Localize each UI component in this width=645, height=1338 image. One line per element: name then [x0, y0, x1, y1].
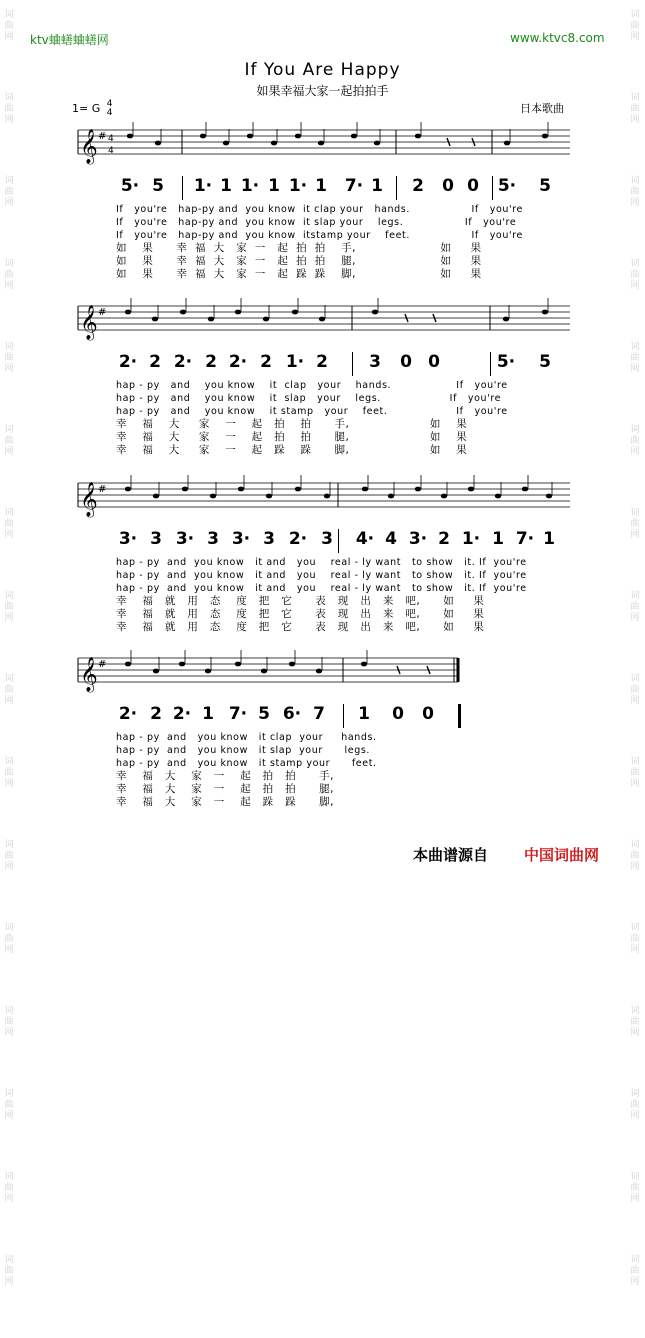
watermark-gap: [2, 209, 16, 231]
watermark-char: 词: [4, 923, 14, 933]
jianpu-note: 4: [385, 529, 397, 549]
watermark-gap: [628, 292, 642, 314]
jianpu-note: 5: [539, 176, 551, 196]
song-origin: 日本歌曲: [520, 102, 564, 115]
lyric-line-english: hap - py and you know it and you real - ly want to show it. If you're: [116, 557, 527, 568]
watermark-char: 词: [4, 840, 14, 850]
jianpu-note: 0: [428, 352, 440, 372]
jianpu-note: 1: [358, 704, 370, 724]
watermark-char: 网: [4, 779, 14, 789]
watermark-char: 词: [630, 176, 640, 186]
watermark-char: 曲: [4, 104, 14, 114]
watermark-char: 网: [4, 198, 14, 208]
jianpu-note: 0: [422, 704, 434, 724]
svg-text:#: #: [98, 484, 107, 495]
lyric-line-chinese: 幸 福 就 用 态 度 把 它 表 现 出 来 吧, 如 果: [116, 621, 485, 633]
watermark-char: 曲: [4, 187, 14, 197]
watermark-char: 网: [630, 364, 640, 374]
watermark-char: 网: [630, 945, 640, 955]
watermark-char: 网: [630, 1111, 640, 1121]
jianpu-note: 3: [263, 529, 275, 549]
watermark-char: 网: [630, 1277, 640, 1287]
watermark-char: 词: [630, 93, 640, 103]
watermark-char: 曲: [4, 1017, 14, 1027]
watermark-gap: [2, 541, 16, 563]
watermark-char: 曲: [630, 270, 640, 280]
jianpu-note: 7: [313, 704, 325, 724]
lyric-line-chinese: 幸 福 大 家 一 起 拍 拍 手, 如 果: [116, 418, 468, 430]
watermark-char: 曲: [4, 602, 14, 612]
watermark-char: 曲: [630, 436, 640, 446]
watermark-gap: [2, 707, 16, 729]
watermark-char: 曲: [4, 21, 14, 31]
watermark-char: 网: [4, 696, 14, 706]
watermark-char: 网: [4, 862, 14, 872]
watermark-char: 词: [4, 176, 14, 186]
jianpu-note: 3·: [408, 529, 428, 549]
watermark-char: 曲: [4, 353, 14, 363]
jianpu-note: 5·: [496, 352, 516, 372]
staff-system: [78, 298, 570, 338]
jianpu-note: 2: [316, 352, 328, 372]
jianpu-note: 2·: [172, 704, 192, 724]
jianpu-barline: [182, 176, 183, 200]
watermark-char: 网: [630, 115, 640, 125]
watermark-char: 词: [630, 10, 640, 20]
watermark-char: 网: [4, 32, 14, 42]
watermark-gap: [628, 1205, 642, 1227]
lyric-line-english: hap - py and you know it stamp your feet.: [116, 758, 377, 769]
lyric-line-chinese: 如 果 幸 福 大 家 一 起 拍 拍 腿, 如 果: [116, 255, 482, 267]
jianpu-barline: [396, 176, 397, 200]
jianpu-note: 6·: [282, 704, 302, 724]
watermark-char: 词: [4, 1255, 14, 1265]
jianpu-row: [78, 350, 570, 380]
watermark-char: 词: [630, 591, 640, 601]
watermark-char: 曲: [4, 1183, 14, 1193]
lyric-line-english: hap - py and you know it and you real - ly want to show it. If you're: [116, 570, 527, 581]
watermark-char: 曲: [4, 768, 14, 778]
lyric-line-chinese: 如 果 幸 福 大 家 一 起 拍 拍 手, 如 果: [116, 242, 482, 254]
jianpu-note: 1·: [193, 176, 213, 196]
lyric-line-english: If you're hap-py and you know itstamp your feet. If you're: [116, 230, 523, 241]
lyric-line-english: hap - py and you know it clap your hands. If you're: [116, 380, 508, 391]
watermark-char: 曲: [630, 1266, 640, 1276]
svg-text:𝄞: 𝄞: [80, 657, 98, 692]
lyric-line-chinese: 幸 福 大 家 一 起 拍 拍 手,: [116, 770, 334, 782]
jianpu-note: 3: [150, 529, 162, 549]
watermark-char: 网: [630, 1028, 640, 1038]
jianpu-barline: [352, 352, 353, 376]
jianpu-note: 1: [371, 176, 383, 196]
watermark-char: 网: [4, 613, 14, 623]
watermark-char: 曲: [630, 519, 640, 529]
jianpu-note: 1: [268, 176, 280, 196]
key-label: 1= G: [72, 102, 101, 115]
watermark-char: 网: [630, 862, 640, 872]
watermark-gap: [628, 126, 642, 148]
watermark-char: 词: [630, 1255, 640, 1265]
watermark-char: 词: [630, 840, 640, 850]
site-name-left[interactable]: ktv蛐蟮蛐蟮网: [30, 33, 109, 47]
jianpu-note: 5: [152, 176, 164, 196]
watermark-gap: [2, 790, 16, 812]
source-label: 本曲谱源自: [413, 846, 489, 864]
watermark-char: 词: [4, 1089, 14, 1099]
watermark-char: 网: [630, 613, 640, 623]
staff-system: [78, 475, 570, 515]
jianpu-note: 3·: [118, 529, 138, 549]
watermark-char: 曲: [630, 21, 640, 31]
lyric-line-chinese: 幸 福 大 家 一 起 跺 跺 脚,: [116, 796, 334, 808]
jianpu-row: [78, 174, 570, 204]
watermark-char: 曲: [630, 685, 640, 695]
watermark-char: 词: [4, 259, 14, 269]
jianpu-note: 5·: [120, 176, 140, 196]
song-subtitle: 如果幸福大家一起拍拍手: [256, 84, 389, 98]
jianpu-note: 1: [492, 529, 504, 549]
watermark-char: 词: [4, 591, 14, 601]
jianpu-note: 4·: [355, 529, 375, 549]
jianpu-note: 1·: [461, 529, 481, 549]
watermark-char: 词: [4, 1006, 14, 1016]
watermark-char: 词: [4, 508, 14, 518]
watermark-gap: [628, 956, 642, 978]
watermark-char: 词: [630, 508, 640, 518]
svg-text:4: 4: [108, 146, 114, 156]
jianpu-note: 2: [260, 352, 272, 372]
watermark-char: 网: [630, 32, 640, 42]
watermark-gap: [2, 1288, 16, 1310]
watermark-gap: [628, 209, 642, 231]
jianpu-note: 2·: [118, 704, 138, 724]
jianpu-note: 1: [315, 176, 327, 196]
time-bottom: 4: [106, 108, 113, 118]
svg-text:#: #: [98, 131, 107, 142]
lyric-line-english: hap - py and you know it slap your legs.: [116, 745, 371, 756]
staff-system: [78, 650, 570, 690]
jianpu-note: 3·: [175, 529, 195, 549]
watermark-char: 词: [4, 425, 14, 435]
watermark-gap: [2, 375, 16, 397]
lyric-line-english: If you're hap-py and you know it slap your legs. If you're: [116, 217, 517, 228]
watermark-char: 词: [630, 757, 640, 767]
jianpu-note: 7·: [344, 176, 364, 196]
watermark-gap: [2, 624, 16, 646]
watermark-char: 网: [4, 945, 14, 955]
watermark-char: 网: [630, 696, 640, 706]
jianpu-note: 0: [400, 352, 412, 372]
jianpu-note: 0: [442, 176, 454, 196]
jianpu-note: 5: [539, 352, 551, 372]
watermark-gap: [628, 1288, 642, 1310]
time-signature: [107, 100, 113, 118]
lyric-line-english: hap - py and you know it slap your legs. If you're: [116, 393, 502, 404]
key-signature: [72, 100, 112, 118]
watermark-gap: [628, 624, 642, 646]
watermark-char: 网: [4, 447, 14, 457]
svg-text:4: 4: [108, 134, 114, 144]
jianpu-note: 5: [258, 704, 270, 724]
svg-text:𝄞: 𝄞: [80, 482, 98, 517]
jianpu-note: 3·: [231, 529, 251, 549]
watermark-char: 曲: [4, 270, 14, 280]
jianpu-note: 5·: [497, 176, 517, 196]
svg-text:#: #: [98, 659, 107, 670]
watermark-left-column: [2, 10, 16, 1338]
watermark-char: 词: [630, 674, 640, 684]
lyric-line-english: hap - py and you know it clap your hands.: [116, 732, 377, 743]
watermark-char: 词: [4, 10, 14, 20]
watermark-gap: [2, 1205, 16, 1227]
watermark-gap: [2, 292, 16, 314]
jianpu-note: 3: [321, 529, 333, 549]
watermark-gap: [628, 707, 642, 729]
lyric-line-chinese: 幸 福 大 家 一 起 拍 拍 腿,: [116, 783, 334, 795]
watermark-gap: [2, 458, 16, 480]
watermark-char: 词: [630, 1089, 640, 1099]
watermark-char: 曲: [4, 851, 14, 861]
svg-text:𝄞: 𝄞: [80, 305, 98, 340]
jianpu-note: 7·: [515, 529, 535, 549]
watermark-char: 网: [4, 1194, 14, 1204]
svg-text:#: #: [98, 307, 107, 318]
watermark-char: 网: [4, 530, 14, 540]
watermark-char: 词: [4, 1172, 14, 1182]
jianpu-note: 3: [369, 352, 381, 372]
lyric-line-chinese: 幸 福 大 家 一 起 跺 跺 脚, 如 果: [116, 444, 468, 456]
watermark-char: 曲: [4, 1100, 14, 1110]
jianpu-note: 2: [150, 704, 162, 724]
watermark-char: 词: [630, 1006, 640, 1016]
watermark-char: 曲: [630, 104, 640, 114]
watermark-char: 词: [630, 1172, 640, 1182]
watermark-char: 词: [630, 923, 640, 933]
lyric-line-english: hap - py and you know it stamp your feet. If you're: [116, 406, 508, 417]
jianpu-note: 2: [205, 352, 217, 372]
watermark-gap: [628, 873, 642, 895]
watermark-char: 网: [630, 530, 640, 540]
watermark-char: 网: [4, 1111, 14, 1121]
jianpu-note: 2·: [288, 529, 308, 549]
watermark-char: 网: [4, 281, 14, 291]
watermark-char: 曲: [630, 1183, 640, 1193]
watermark-gap: [2, 126, 16, 148]
jianpu-barline: [343, 704, 344, 728]
watermark-gap: [2, 956, 16, 978]
watermark-char: 词: [630, 259, 640, 269]
watermark-char: 网: [4, 1028, 14, 1038]
jianpu-note: 1: [202, 704, 214, 724]
jianpu-note: 1·: [288, 176, 308, 196]
watermark-char: 网: [630, 447, 640, 457]
watermark-char: 曲: [630, 353, 640, 363]
watermark-char: 词: [4, 93, 14, 103]
watermark-char: 曲: [4, 1266, 14, 1276]
lyric-line-chinese: 幸 福 就 用 态 度 把 它 表 现 出 来 吧, 如 果: [116, 608, 485, 620]
svg-text:𝄞: 𝄞: [80, 129, 98, 164]
watermark-gap: [628, 458, 642, 480]
staff-system: [78, 122, 570, 162]
watermark-char: 曲: [630, 1017, 640, 1027]
jianpu-barline: [490, 352, 491, 376]
watermark-char: 网: [630, 779, 640, 789]
source-brand-link[interactable]: 中国词曲网: [524, 846, 600, 864]
jianpu-note: 0: [392, 704, 404, 724]
watermark-char: 曲: [630, 602, 640, 612]
watermark-char: 曲: [630, 1100, 640, 1110]
jianpu-row: [78, 527, 570, 557]
watermark-char: 曲: [630, 851, 640, 861]
song-title: If You Are Happy: [244, 60, 401, 80]
watermark-char: 曲: [4, 519, 14, 529]
jianpu-note: 2: [412, 176, 424, 196]
jianpu-note: 0: [467, 176, 479, 196]
watermark-gap: [628, 375, 642, 397]
watermark-char: 曲: [630, 768, 640, 778]
watermark-char: 词: [4, 342, 14, 352]
lyric-line-english: hap - py and you know it and you real - ly want to show it. If you're: [116, 583, 527, 594]
lyric-line-chinese: 幸 福 大 家 一 起 拍 拍 腿, 如 果: [116, 431, 468, 443]
watermark-gap: [2, 873, 16, 895]
watermark-char: 词: [4, 757, 14, 767]
watermark-char: 词: [630, 342, 640, 352]
watermark-gap: [628, 790, 642, 812]
jianpu-note: 3: [207, 529, 219, 549]
watermark-char: 网: [4, 364, 14, 374]
watermark-gap: [628, 541, 642, 563]
watermark-right-column: [628, 10, 642, 1338]
watermark-gap: [628, 1039, 642, 1061]
watermark-char: 曲: [630, 934, 640, 944]
watermark-char: 曲: [4, 934, 14, 944]
jianpu-row: [78, 702, 570, 732]
site-url-right[interactable]: www.ktvc8.com: [510, 31, 605, 45]
watermark-char: 曲: [630, 187, 640, 197]
jianpu-note: 2: [438, 529, 450, 549]
watermark-char: 网: [630, 1194, 640, 1204]
jianpu-final-barline: [458, 704, 461, 728]
jianpu-note: 1·: [285, 352, 305, 372]
watermark-char: 网: [4, 115, 14, 125]
time-top: 4: [106, 99, 113, 109]
watermark-gap: [628, 1122, 642, 1144]
watermark-char: 曲: [4, 436, 14, 446]
jianpu-note: 7·: [228, 704, 248, 724]
watermark-gap: [2, 1122, 16, 1144]
lyric-line-english: If you're hap-py and you know it clap your hands. If you're: [116, 204, 523, 215]
watermark-char: 网: [630, 198, 640, 208]
watermark-char: 词: [630, 425, 640, 435]
jianpu-barline: [338, 529, 339, 553]
lyric-line-chinese: 幸 福 就 用 态 度 把 它 表 现 出 来 吧, 如 果: [116, 595, 485, 607]
watermark-char: 网: [630, 281, 640, 291]
jianpu-note: 2·: [173, 352, 193, 372]
watermark-char: 曲: [4, 685, 14, 695]
jianpu-note: 2·: [118, 352, 138, 372]
lyric-line-chinese: 如 果 幸 福 大 家 一 起 跺 跺 脚, 如 果: [116, 268, 482, 280]
watermark-gap: [2, 1039, 16, 1061]
watermark-char: 词: [4, 674, 14, 684]
watermark-char: 网: [4, 1277, 14, 1287]
jianpu-note: 2: [149, 352, 161, 372]
jianpu-barline: [492, 176, 493, 200]
jianpu-note: 2·: [228, 352, 248, 372]
jianpu-note: 1·: [240, 176, 260, 196]
jianpu-note: 1: [220, 176, 232, 196]
jianpu-note: 1: [543, 529, 555, 549]
